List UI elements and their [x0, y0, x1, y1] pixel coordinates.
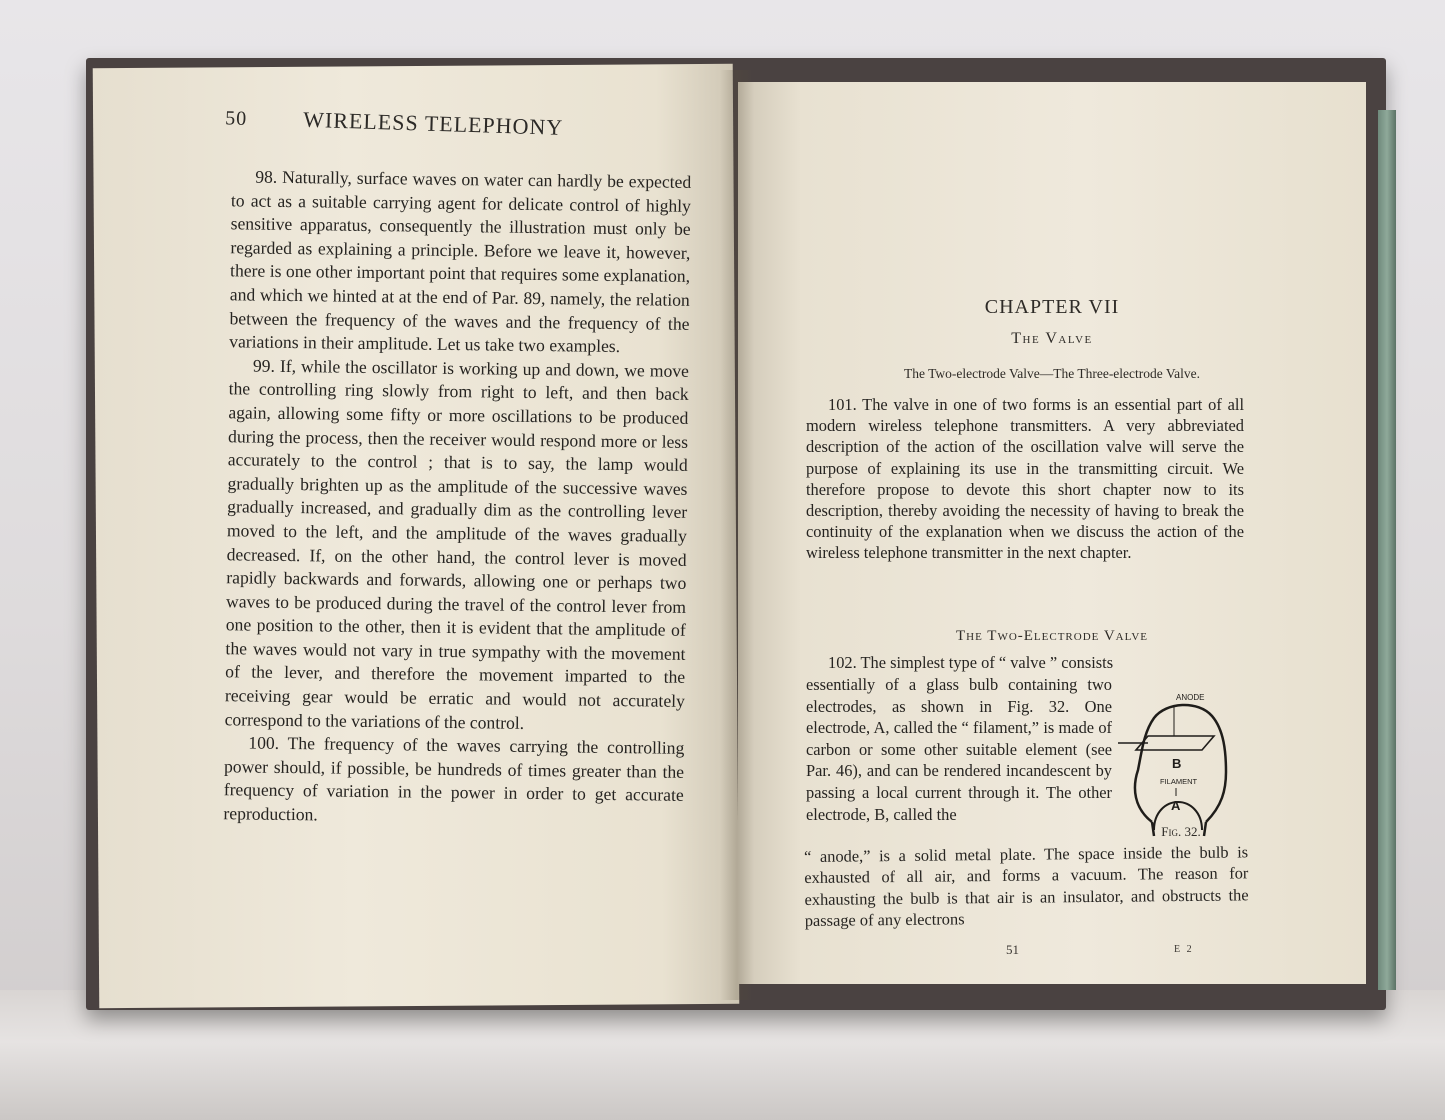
chapter-title: CHAPTER VII — [984, 296, 1120, 318]
right-body-text — [806, 394, 1244, 564]
label-a: A — [1171, 798, 1181, 813]
paragraph-102-wrapped: essentially of a glass bulb containing two electrodes, as shown in Fig. 32. One electrode, A, called the “ filament,” is made of carbon or some other suitable element (see Par. 46), and can be rendered incandescent by passing a local current through it. The other electrode, B, called the — [806, 675, 1112, 824]
valve-diagram — [1114, 680, 1250, 840]
chapter-contents: The Two-electrode Valve—The Three-electrode Valve. — [903, 366, 1201, 381]
left-page-number: 50 — [224, 107, 248, 130]
paragraph-102-continued: “ anode,” is a solid metal plate. The space inside the bulb is exhausted of all air, and forms a vacuum. The reason for exhausting the bulb is that air is an insulator, and obstructs the passage of any electrons — [804, 842, 1249, 931]
paragraph-98: 98. Naturally, surface waves on water can hardly be expected to act as a suitable carrying agent for delicate control of highly sensitive apparatus, consequently the illustration must only be regarded as explaining a principle. Before we leave it, however, there is one other important point that requires some explanation, and which we hinted at at the end of Par. 89, namely, the relation between the frequency of the waves and the frequency of the variations in their amplitude. Let us take two examples. — [229, 166, 692, 357]
chapter-subtitle: The Valve — [1011, 330, 1093, 347]
paragraph-102-first-line: 102. The simplest type of “ valve ” consists — [828, 653, 1114, 672]
left-page — [93, 64, 740, 1008]
book-gutter — [720, 70, 754, 1000]
left-body-text — [223, 165, 691, 831]
section-heading: The Two-Electrode Valve — [955, 628, 1149, 644]
running-head-title: WIRELESS TELEPHONY — [302, 106, 564, 140]
paragraph-101: 101. The valve in one of two forms is an essential part of all modern wireless telephone transmitters. A very abbreviated description of the action of the oscillation valve will serve the purpose of explaining its use in the transmitting circuit. We therefore propose to devote this short chapter now to its description, thereby avoiding the necessity of having to break the continuity of the explanation when we discuss the action of the wireless telephone transmitter in the next chapter. — [806, 395, 1244, 563]
paragraph-100: 100. The frequency of the waves carrying the controlling power should, if possible, be hundreds of times greater than the frequency of variation in the power in order to get accurate reproduction. — [223, 732, 685, 825]
cover-spine-edge — [1378, 110, 1396, 990]
label-filament: FILAMENT — [1160, 777, 1198, 786]
label-anode: ANODE — [1176, 693, 1205, 702]
signature-mark: E 2 — [1174, 944, 1194, 955]
right-page-number: 51 — [1006, 942, 1019, 957]
figure-caption: Fig. 32. — [1161, 824, 1201, 839]
label-b: B — [1172, 756, 1182, 771]
right-page — [738, 82, 1366, 984]
paragraph-99: 99. If, while the oscillator is working up and down, we move the controlling ring slowly from right to left, and then back again, allowing some fifty or more oscillations to be produced during the process, then the receiver would respond more or less accurately to the control ; that is to say, the lamp would gradually brighten up as the amplitude of the successive waves gradually increased, and gradually dim as the controlling lever moved to the left, and the amplitude of the waves gradually decreased. If, on the other hand, the control lever is moved rapidly backwards and forwards, allowing one or perhaps two waves to be produced during the travel of the control lever from one position to the other, then it is evident that the amplitude of the waves would not vary in true sympathy with the movement of the lever, and therefore the movement imparted to the receiving gear would be erratic and would not accurately correspond to the variations of the control. — [224, 355, 690, 733]
running-head — [225, 104, 696, 145]
